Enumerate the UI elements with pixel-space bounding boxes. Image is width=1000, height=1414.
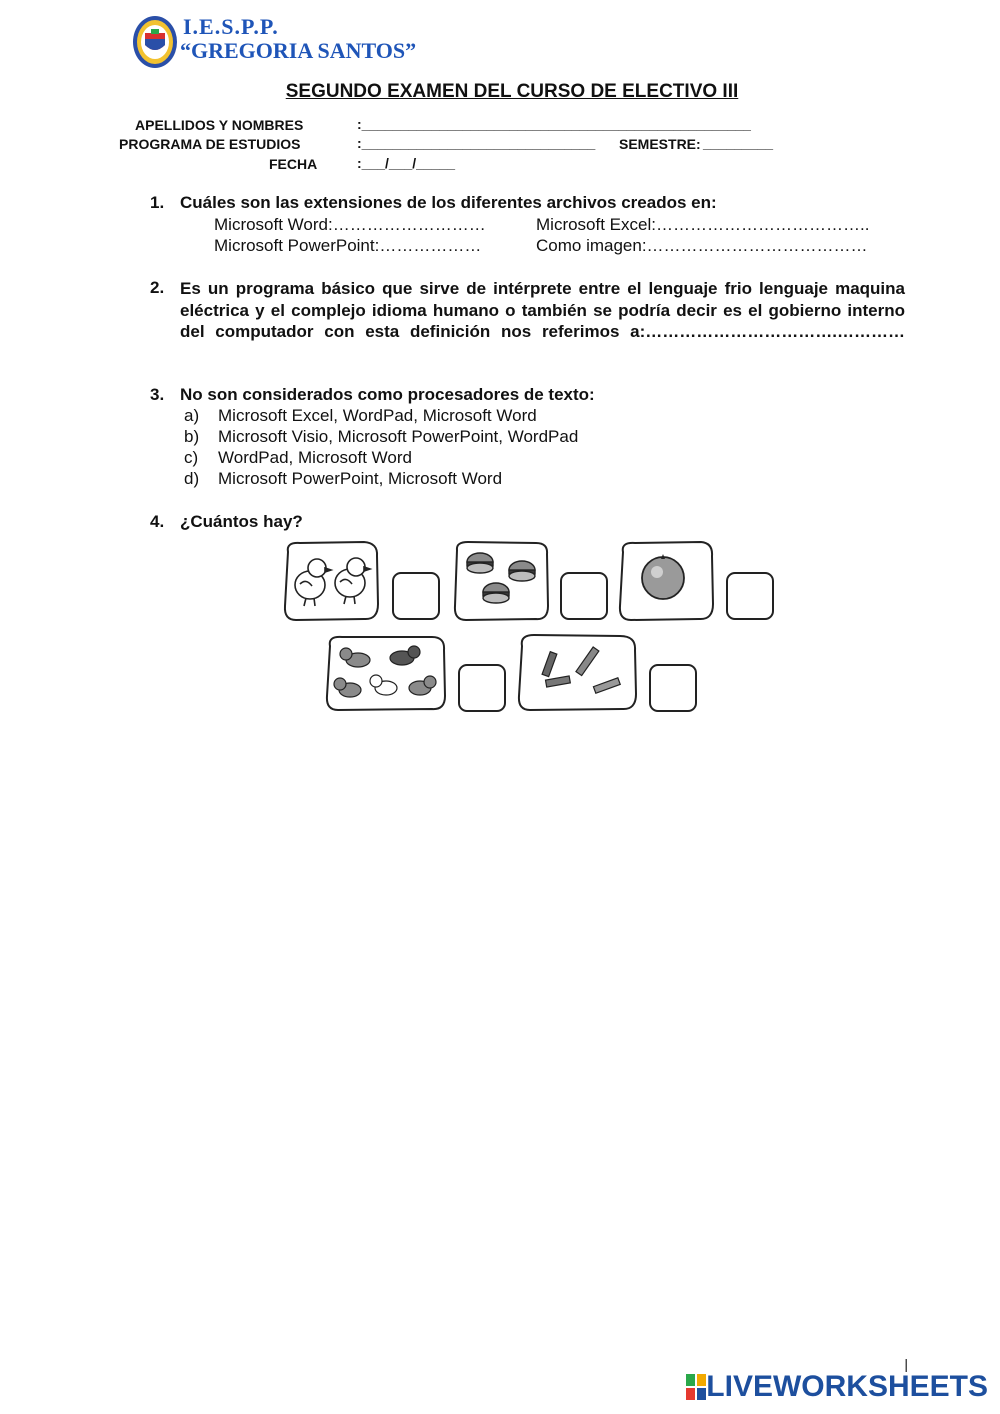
institution-logo [132,15,178,69]
option-letter: b) [184,427,200,446]
liveworksheets-mark-icon [686,1374,706,1400]
program-field[interactable]: :______________________________ [357,135,596,151]
name-label: APELLIDOS Y NOMBRES [135,117,304,133]
word-extension-answer[interactable]: Microsoft Word:……………………… [214,215,486,234]
question-number: 1. [150,193,165,212]
date-label: FECHA [269,156,318,172]
chicks-picture [282,540,380,622]
answer-box-pencils[interactable] [649,664,697,712]
answer-box-burgers[interactable] [560,572,608,620]
question-2 [150,278,910,368]
option-letter: d) [184,469,200,488]
liveworksheets-logo[interactable] [686,1370,988,1404]
burger-icon [509,561,535,581]
pencils-picture [516,632,638,712]
option-text: Microsoft PowerPoint, Microsoft Word [218,469,503,488]
option-text: WordPad, Microsoft Word [218,448,412,467]
excel-extension-answer[interactable]: Microsoft Excel:……………………………….. [536,215,870,234]
burgers-picture [452,540,550,622]
dogs-picture [324,634,448,712]
name-field[interactable]: :__________________________________________________ [357,116,751,132]
answer-box-chicks[interactable] [392,572,440,620]
question-text: Cuáles son las extensiones de los diferentes archivos creados en: [180,193,717,212]
question-text: ¿Cuántos hay? [180,512,303,531]
option-text: Microsoft Visio, Microsoft PowerPoint, WordPad [218,427,579,446]
question-text: No son considerados como procesadores de texto: [180,385,595,404]
image-extension-answer[interactable]: Como imagen:………………………………… [536,236,868,255]
option-letter: c) [184,448,199,467]
burger-icon [467,553,493,573]
answer-box-dogs[interactable] [458,664,506,712]
answer-box-orange[interactable] [726,572,774,620]
powerpoint-extension-answer[interactable]: Microsoft PowerPoint:……………… [214,236,482,255]
question-1 [150,193,910,263]
institution-name: “GREGORIA SANTOS” [180,38,417,63]
option-text: Microsoft Excel, WordPad, Microsoft Word [218,406,537,425]
orange-picture [617,540,715,622]
institution-acronym: I.E.S.P.P. [183,14,279,39]
semester-field[interactable]: _________ [703,135,774,151]
exam-title: SEGUNDO EXAMEN DEL CURSO DE ELECTIVO III [285,81,739,102]
option-letter: a) [184,406,200,425]
date-field[interactable]: :___/___/_____ [357,155,456,171]
burger-icon [483,583,509,603]
question-number: 2. [150,278,165,297]
question-text: Es un programa básico que sirve de intérprete entre el lenguaje frio lenguaje maquina eléctrica y el complejo idioma humano o también se podría decir es el gobierno interno del computador con esta definición nos referimos a:…………………………….………… [180,279,905,341]
page-mark: | [904,1356,908,1372]
question-number: 3. [150,385,165,404]
question-3 [150,385,910,495]
program-label: PROGRAMA DE ESTUDIOS [119,136,301,152]
brand-name: LIVEWORKSHEETS [706,1370,988,1403]
question-4 [150,512,910,536]
semester-label: SEMESTRE: [619,136,701,152]
question-number: 4. [150,512,165,531]
